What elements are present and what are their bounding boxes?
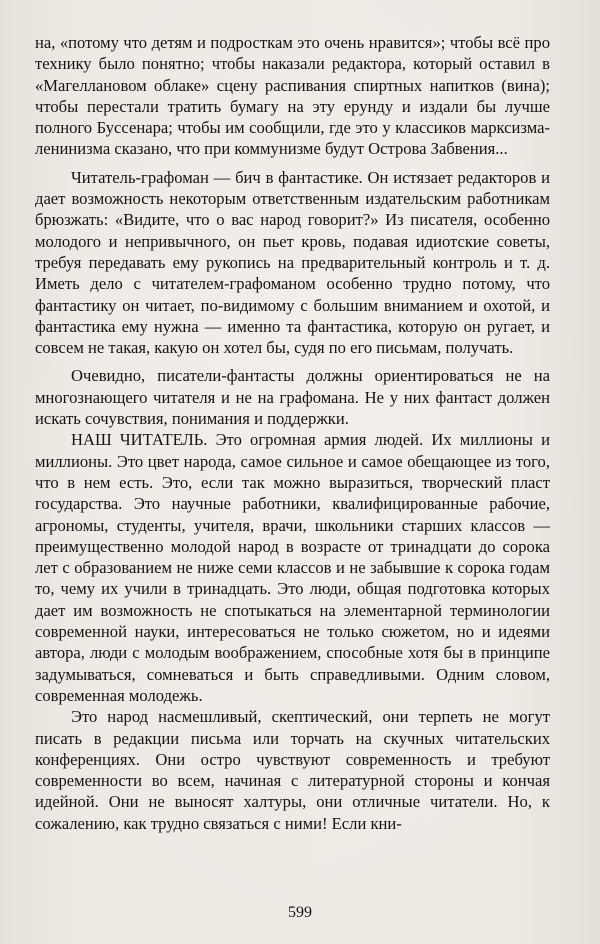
paragraph-our-reader: НАШ ЧИТАТЕЛЬ. Это огромная армия людей. Их миллионы и миллионы. Это цвет народа, самое сильное и самое обещающее из того, что в нем есть. Это, если так можно выразиться, творческий пласт государства. Это научные работники, квалифицированные рабочие, агрономы, студенты, учителя, врачи, школьники старших классов — преимущественно молодой народ в возрасте от тринадцати до сорока лет с образованием не ниже семи классов и не забывшие к сорока годам то, чему их учили в тринадцать. Это люди, общая подготовка которых дает им возможность не спотыкаться на элементарной терминологии современной науки, интересоваться не только сюжетом, но и идеями автора, люди с молодым воображением, способные хотя бы в принципе задумываться, сомневаться и быть справедливыми. Одним словом, современная молодежь.	[35, 430, 550, 705]
paragraph-reader-graphomaniac: Читатель-графоман — бич в фантастике. Он истязает редакторов и дает возможность некоторым ответственным издательским работникам брюзжать: «Видите, что о вас народ говорит?» Из писателя, особенно молодого и непривычного, он пьет кровь, подавая идиотские советы, требуя передавать ему рукопись на предварительный контроль и т. д. Иметь дело с читателем-графоманом особенно трудно потому, что фантастику он читает, по-видимому с большим вниманием и охотой, и фантастика ему нужна — именно та фантастика, которую он ругает, и совсем не такая, какую он хотел бы, судя по его письмам, получать.	[35, 167, 550, 358]
page-number: 599	[288, 904, 312, 921]
paragraph-continuation: на, «потому что детям и подросткам это очень нравится»; чтобы всё про технику было понятно; чтобы наказали редактора, который оставил в «Магеллановом облаке» сцену распивания спиртных напитков (вина); чтобы перестали тратить бумагу на эту ерунду и издали бы лучше полного Буссенара; чтобы им сообщили, где это у классиков марксизма-ленинизма сказано, что при коммунизме будут Острова Забвения...	[35, 33, 550, 159]
paragraph-orientation: Очевидно, писатели-фантасты должны ориентироваться не на многознающего читателя и не на графомана. Не у них фантаст должен искать сочувствия, понимания и поддержки.	[35, 366, 550, 429]
body-text	[35, 32, 550, 834]
paragraph-mocking-people: Это народ насмешливый, скептический, они терпеть не могут писать в редакции письма или торчать на скучных читательских конференциях. Они остро чувствуют современность и требуют современности во всем, начиная с литературной стороны и кончая идейной. Они не выносят халтуры, они отличные читатели. Но, к сожалению, как трудно связаться с ними! Если кни-	[35, 707, 550, 833]
